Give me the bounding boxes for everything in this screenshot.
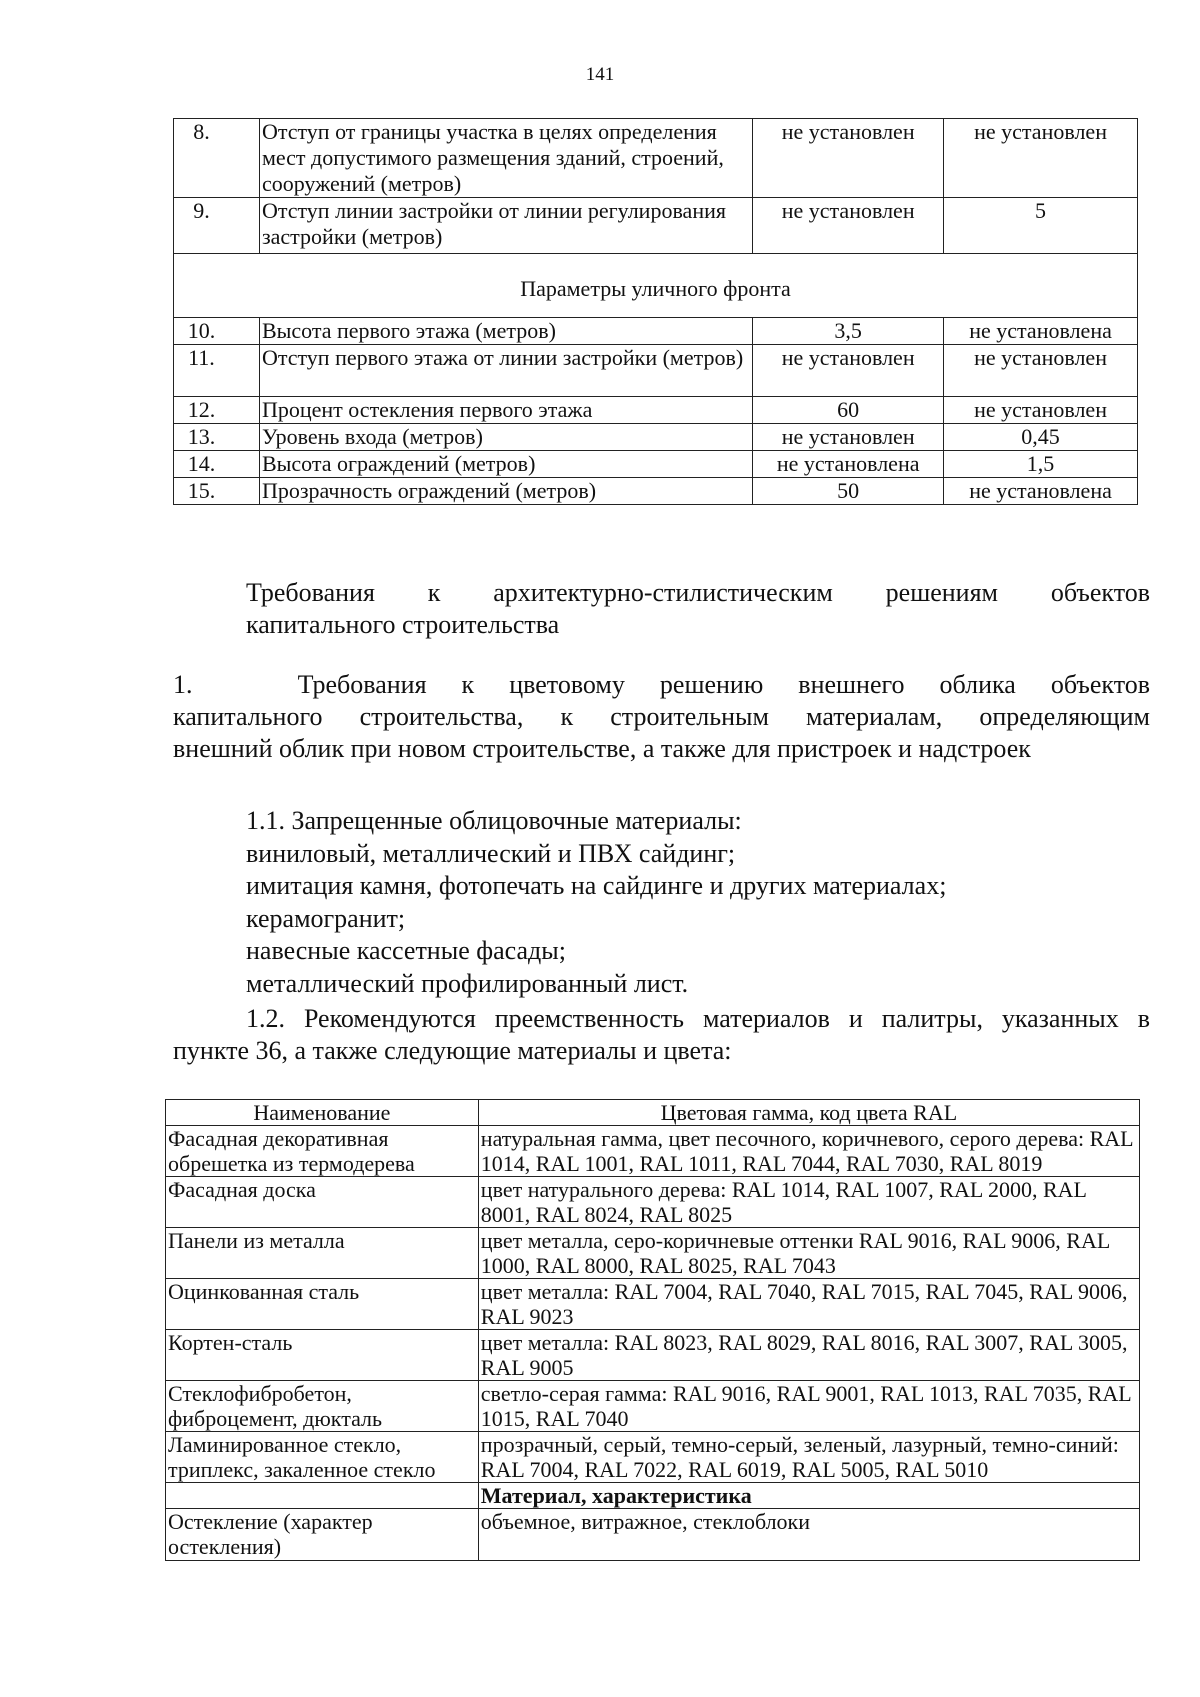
table-row	[166, 1432, 1140, 1483]
value-col2: не установлен	[944, 119, 1138, 198]
column-header-name: Наименование	[166, 1100, 479, 1126]
material-name: Фасадная доска	[166, 1177, 479, 1228]
heading-line: Требования к архитектурно-стилистическим решениям объектов	[246, 578, 1150, 607]
material-colors: цвет металла: RAL 7004, RAL 7040, RAL 7015, RAL 7045, RAL 9006, RAL 9023	[478, 1279, 1139, 1330]
heading-line: капитального строительства	[246, 610, 560, 639]
value-col1: не установлен	[753, 198, 944, 254]
material-colors: цвет металла: RAL 8023, RAL 8029, RAL 8016, RAL 3007, RAL 3005, RAL 9005	[478, 1330, 1139, 1381]
empty-cell	[166, 1483, 479, 1509]
material-colors: объемное, витражное, стеклоблоки	[478, 1509, 1139, 1561]
section-1-title	[173, 669, 1150, 765]
column-header-color: Цветовая гамма, код цвета RAL	[478, 1100, 1139, 1126]
table-row	[166, 1228, 1140, 1279]
row-number: 12.	[174, 397, 260, 424]
list-item: навесные кассетные фасады;	[246, 936, 566, 965]
value-col2: не установлена	[944, 478, 1138, 505]
value-col1: не установлен	[753, 424, 944, 451]
material-name: Остекление (характер остекления)	[166, 1509, 479, 1561]
table-row	[166, 1330, 1140, 1381]
table-row	[166, 1177, 1140, 1228]
parameters-table	[173, 118, 1138, 505]
list-item: металлический профилированный лист.	[246, 968, 689, 998]
value-col2: не установлен	[944, 345, 1138, 397]
material-name: Панели из металла	[166, 1228, 479, 1279]
list-item: виниловый, металлический и ПВХ сайдинг;	[246, 838, 736, 868]
paragraph-line: пункте 36, а также следующие материалы и цвета:	[173, 1036, 732, 1065]
table-row	[174, 451, 1138, 478]
table-row	[166, 1381, 1140, 1432]
parameter-name: Прозрачность ограждений (метров)	[259, 478, 752, 505]
section-line: капитального строительства, к строительным материалам, определяющим	[173, 702, 1150, 731]
material-name: Кортен-сталь	[166, 1330, 479, 1381]
section-row	[174, 254, 1138, 318]
value-col1: не установлен	[753, 119, 944, 198]
value-col1: 60	[753, 397, 944, 424]
row-number: 15.	[174, 478, 260, 505]
table-subheader-row	[166, 1483, 1140, 1509]
value-col2: не установлена	[944, 318, 1138, 345]
row-number: 9.	[174, 198, 260, 254]
material-colors: прозрачный, серый, темно-серый, зеленый, лазурный, темно-синий: RAL 7004, RAL 7022, RAL 6019, RAL 5005, RAL 5010	[478, 1432, 1139, 1483]
parameter-name: Отступ первого этажа от линии застройки (метров)	[259, 345, 752, 397]
table-row	[174, 198, 1138, 254]
table-row	[174, 318, 1138, 345]
recommendations-paragraph	[173, 1003, 1150, 1067]
material-colors: светло-серая гамма: RAL 9016, RAL 9001, RAL 1013, RAL 7035, RAL 1015, RAL 7040	[478, 1381, 1139, 1432]
material-name: Оцинкованная сталь	[166, 1279, 479, 1330]
material-name: Ламинированное стекло, триплекс, закаленное стекло	[166, 1432, 479, 1483]
parameter-name: Уровень входа (метров)	[259, 424, 752, 451]
row-number: 14.	[174, 451, 260, 478]
table-row	[174, 478, 1138, 505]
list-item: керамогранит;	[246, 903, 406, 933]
section-title: Параметры уличного фронта	[174, 254, 1138, 318]
table-row	[166, 1126, 1140, 1177]
material-colors: цвет металла, серо-коричневые оттенки RAL 9016, RAL 9006, RAL 1000, RAL 8000, RAL 8025, RAL 7043	[478, 1228, 1139, 1279]
value-col2: 5	[944, 198, 1138, 254]
page-number: 141	[585, 64, 615, 85]
material-colors: цвет натурального дерева: RAL 1014, RAL 1007, RAL 2000, RAL 8001, RAL 8024, RAL 8025	[478, 1177, 1139, 1228]
table-row	[174, 397, 1138, 424]
table-row	[174, 119, 1138, 198]
subheader-material-characteristic: Материал, характеристика	[478, 1483, 1139, 1509]
list-item: 1.1. Запрещенные облицовочные материалы:	[246, 806, 742, 835]
parameter-name: Отступ от границы участка в целях определения мест допустимого размещения зданий, строений, сооружений (метров)	[259, 119, 752, 198]
value-col1: 50	[753, 478, 944, 505]
value-col1: 3,5	[753, 318, 944, 345]
value-col1: не установлен	[753, 345, 944, 397]
table-row	[174, 424, 1138, 451]
parameter-name: Отступ линии застройки от линии регулирования застройки (метров)	[259, 198, 752, 254]
table-row	[166, 1509, 1140, 1561]
parameter-name: Процент остекления первого этажа	[259, 397, 752, 424]
parameter-name: Высота ограждений (метров)	[259, 451, 752, 478]
table-header-row	[166, 1100, 1140, 1126]
row-number: 10.	[174, 318, 260, 345]
table-row	[166, 1279, 1140, 1330]
table-row	[174, 345, 1138, 397]
materials-colors-table	[165, 1099, 1140, 1561]
value-col2: не установлен	[944, 397, 1138, 424]
material-name: Стеклофибробетон, фиброцемент, дюкталь	[166, 1381, 479, 1432]
value-col2: 0,45	[944, 424, 1138, 451]
paragraph-line: 1.2. Рекомендуются преемственность материалов и палитры, указанных в	[246, 1004, 1150, 1033]
section-line: внешний облик при новом строительстве, а также для пристроек и надстроек	[173, 734, 1031, 763]
row-number: 8.	[174, 119, 260, 198]
section-line: 1. Требования к цветовому решению внешнего облика объектов	[173, 670, 1150, 699]
requirements-heading	[246, 577, 1150, 641]
parameter-name: Высота первого этажа (метров)	[259, 318, 752, 345]
row-number: 11.	[174, 345, 260, 397]
material-colors: натуральная гамма, цвет песочного, коричневого, серого дерева: RAL 1014, RAL 1001, RAL 1011, RAL 7044, RAL 7030, RAL 8019	[478, 1126, 1139, 1177]
value-col2: 1,5	[944, 451, 1138, 478]
forbidden-materials-list	[246, 805, 1150, 1000]
value-col1: не установлена	[753, 451, 944, 478]
list-item: имитация камня, фотопечать на сайдинге и других материалах;	[246, 871, 947, 900]
row-number: 13.	[174, 424, 260, 451]
material-name: Фасадная декоративная обрешетка из термодерева	[166, 1126, 479, 1177]
